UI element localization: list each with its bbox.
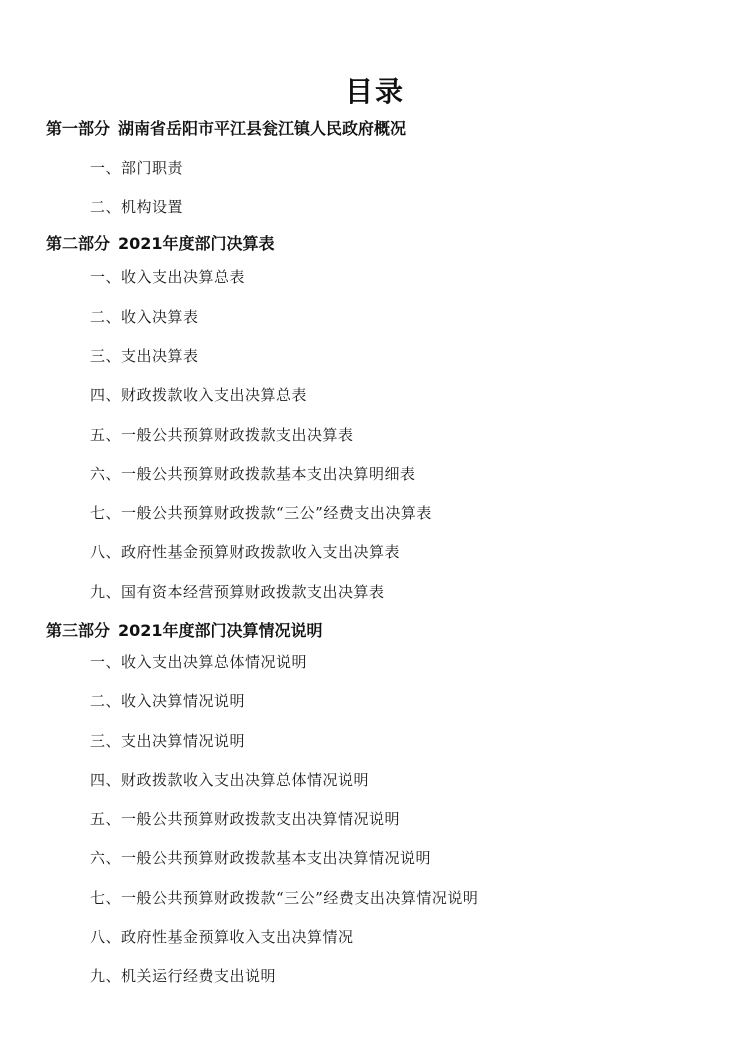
part-number: 第二部分 [46,234,111,253]
part-heading-3 [46,620,323,642]
part-heading-1 [46,118,406,140]
toc-item: 八、政府性基金预算收入支出决算情况 [90,928,354,946]
toc-item: 二、收入决算表 [90,308,199,326]
toc-item: 六、一般公共预算财政拨款基本支出决算明细表 [90,465,416,483]
toc-item: 六、一般公共预算财政拨款基本支出决算情况说明 [90,849,432,867]
toc-item: 三、支出决算表 [90,347,199,365]
toc-item: 一、收入支出决算总体情况说明 [90,653,308,671]
toc-item: 三、支出决算情况说明 [90,732,246,750]
part-heading-2 [46,233,275,255]
toc-item: 九、机关运行经费支出说明 [90,967,277,985]
toc-item: 七、一般公共预算财政拨款“三公”经费支出决算表 [90,504,432,522]
toc-item: 五、一般公共预算财政拨款支出决算情况说明 [90,810,401,828]
part-name: 湖南省岳阳市平江县瓮江镇人民政府概况 [118,119,407,138]
part-name: 2021年度部门决算情况说明 [118,621,323,640]
toc-item: 二、收入决算情况说明 [90,692,246,710]
page-title: 目录 [344,75,405,108]
toc-item: 九、国有资本经营预算财政拨款支出决算表 [90,583,385,601]
toc-item: 一、部门职责 [90,159,184,177]
part-name: 2021年度部门决算表 [118,234,275,253]
toc-item: 七、一般公共预算财政拨款“三公”经费支出决算情况说明 [90,889,479,907]
toc-item: 四、财政拨款收入支出决算总表 [90,386,308,404]
part-number: 第三部分 [46,621,111,640]
toc-item: 二、机构设置 [90,198,184,216]
toc-item: 五、一般公共预算财政拨款支出决算表 [90,426,354,444]
part-number: 第一部分 [46,119,111,138]
toc-item: 四、财政拨款收入支出决算总体情况说明 [90,771,370,789]
toc-item: 一、收入支出决算总表 [90,268,246,286]
toc-item: 八、政府性基金预算财政拨款收入支出决算表 [90,543,401,561]
